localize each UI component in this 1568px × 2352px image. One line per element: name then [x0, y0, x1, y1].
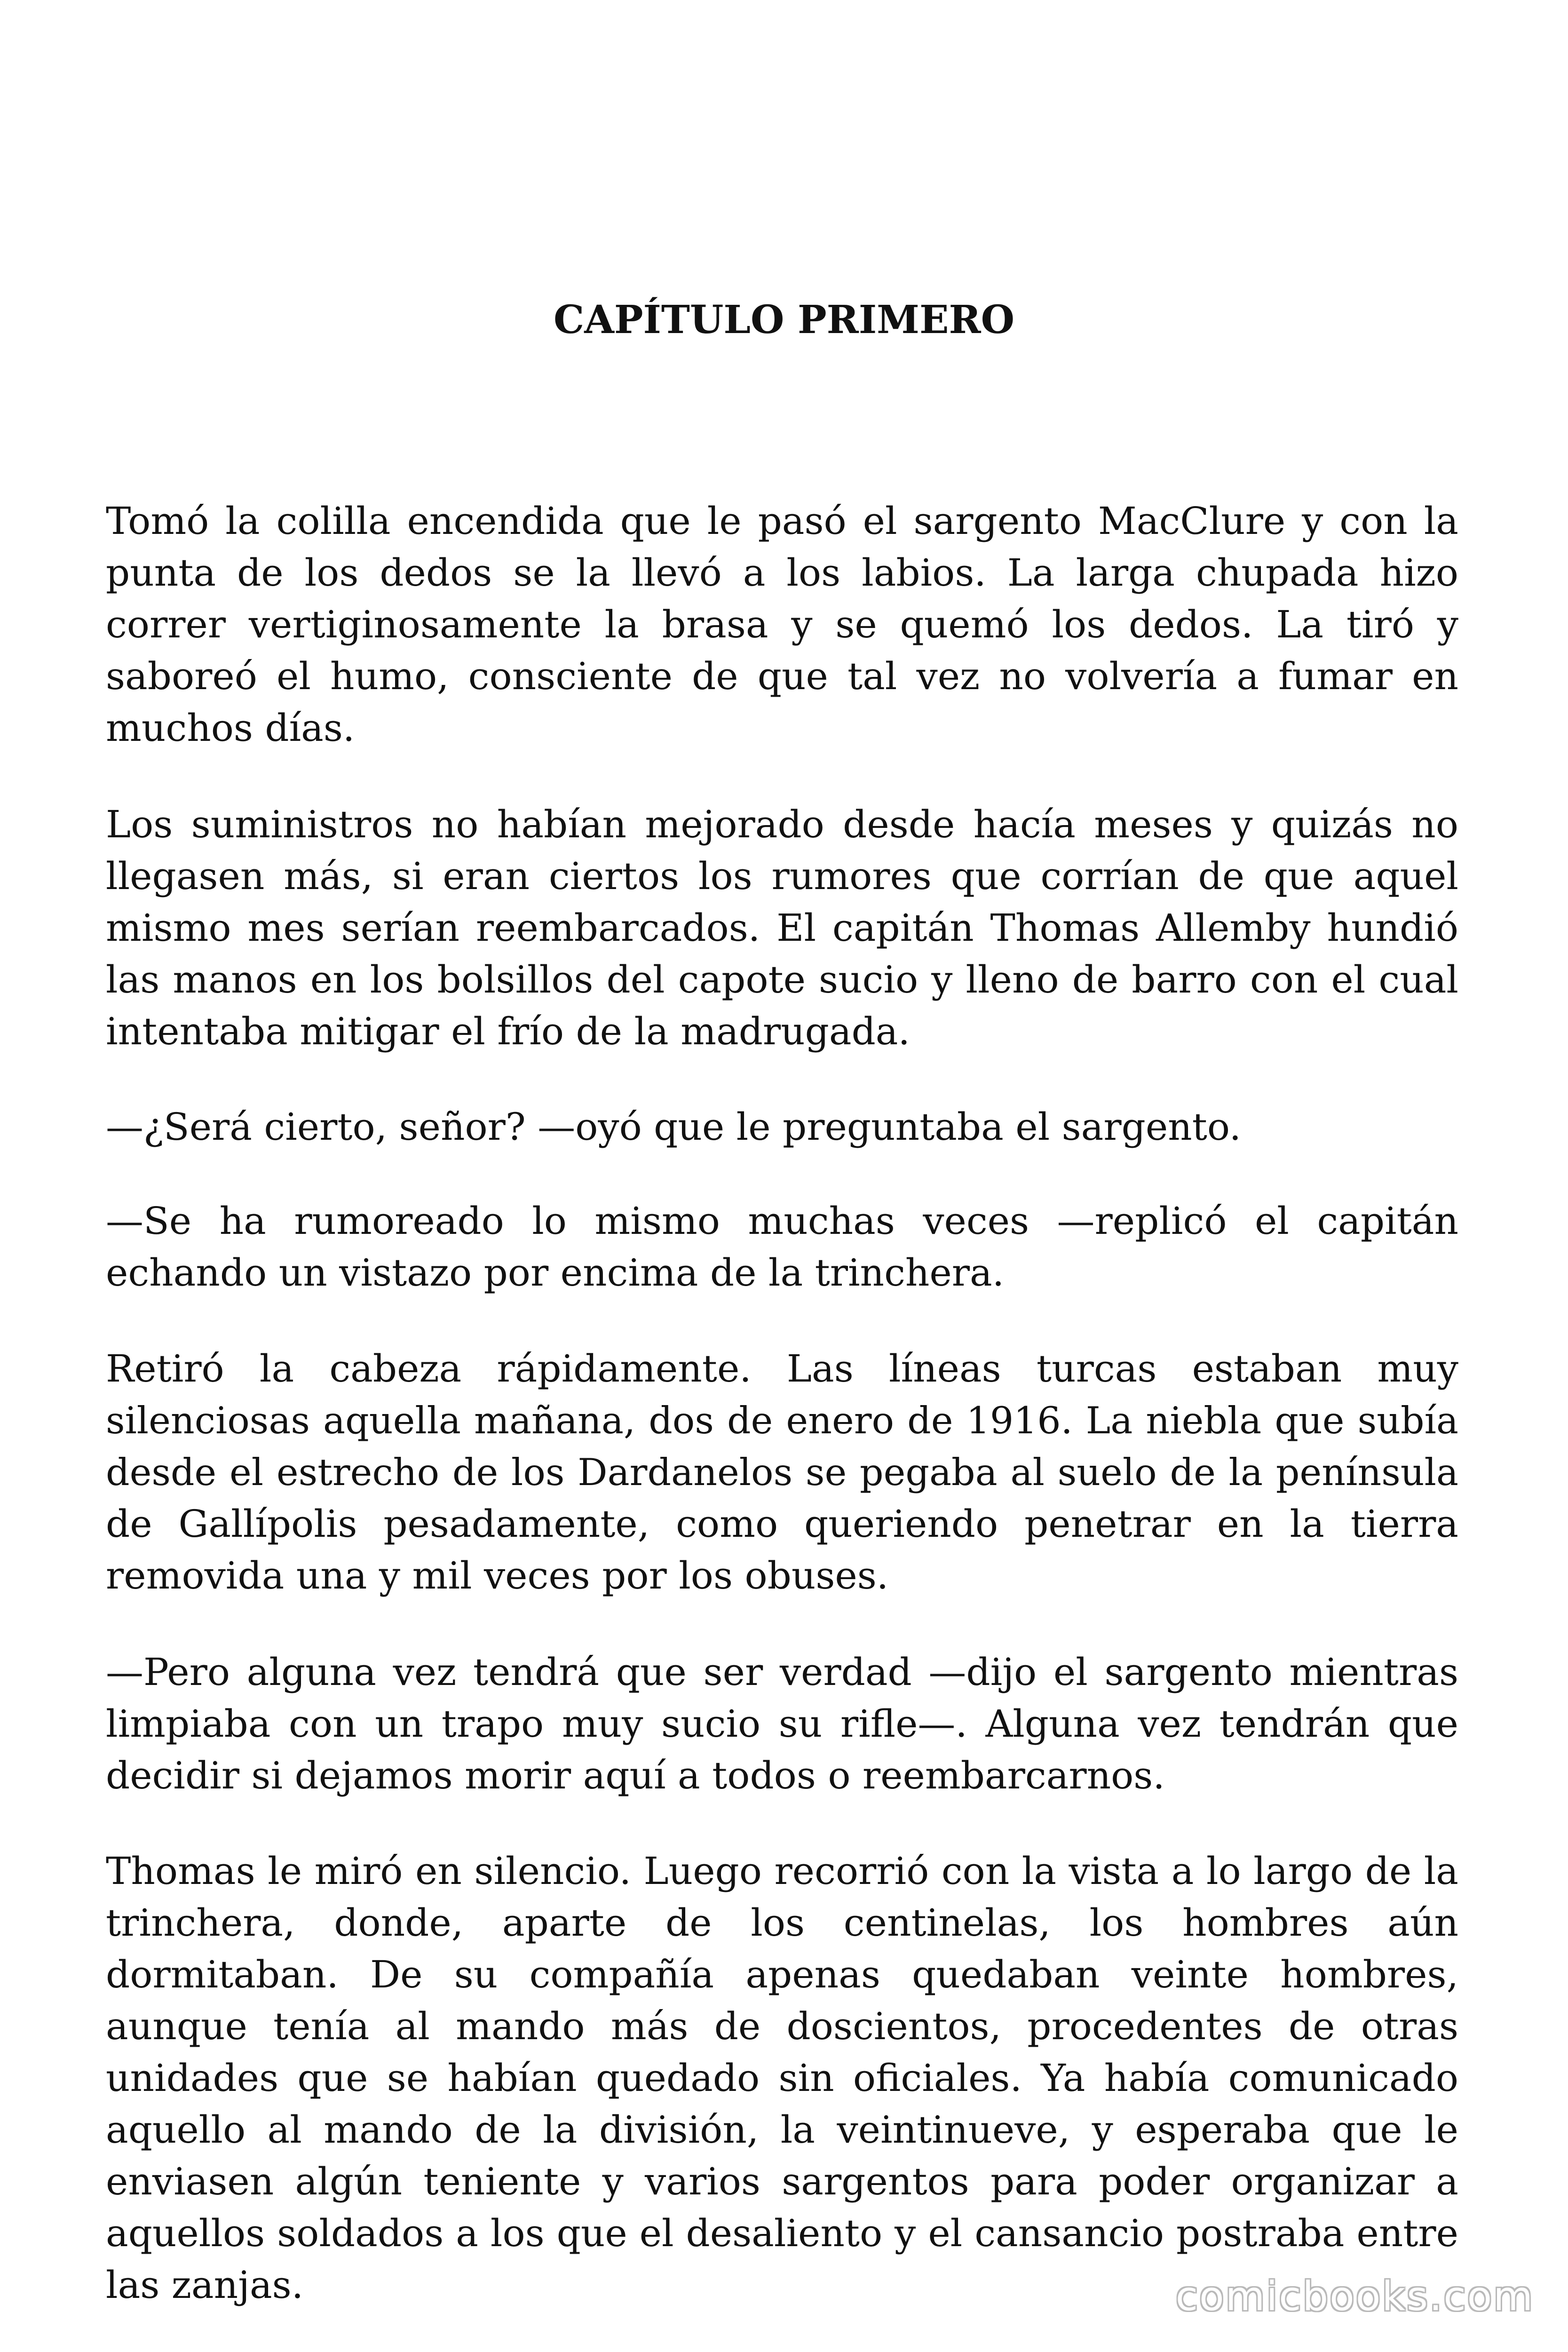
text-line: correr vertiginosamente la brasa y se quemó los dedos. La tiró y [106, 603, 1458, 646]
text-line: muchos días. [106, 706, 355, 750]
text-line: removida una y mil veces por los obuses. [106, 1554, 889, 1597]
text-line: —Se ha rumoreado lo mismo muchas veces —replicó el capitán [106, 1199, 1458, 1243]
text-line: las manos en los bolsillos del capote sucio y lleno de barro con el cual [106, 958, 1458, 1001]
watermark-text: comicbooks.com [1175, 2273, 1534, 2320]
text-line: punta de los dedos se la llevó a los labios. La larga chupada hizo [106, 551, 1458, 595]
text-line: silenciosas aquella mañana, dos de enero de 1916. La niebla que subía [106, 1399, 1458, 1442]
text-line: aquello al mando de la división, la veintinueve, y esperaba que le [106, 2108, 1458, 2152]
text-line: saboreó el humo, consciente de que tal vez no volvería a fumar en [106, 654, 1458, 698]
text-line: desde el estrecho de los Dardanelos se pegaba al suelo de la península [106, 1451, 1458, 1494]
text-line: Thomas le miró en silencio. Luego recorrió con la vista a lo largo de la [106, 1849, 1458, 1893]
text-line: de Gallípolis pesadamente, como queriendo penetrar en la tierra [106, 1502, 1458, 1546]
text-line: mismo mes serían reembarcados. El capitán Thomas Allemby hundió [106, 906, 1458, 950]
text-line: aquellos soldados a los que el desaliento y el cansancio postraba entre [106, 2211, 1458, 2255]
chapter-title: CAPÍTULO PRIMERO [553, 297, 1015, 342]
text-line: limpiaba con un trapo muy sucio su rifle—. Alguna vez tendrán que [106, 1702, 1458, 1746]
text-line: enviasen algún teniente y varios sargentos para poder organizar a [106, 2160, 1458, 2203]
text-line: Retiró la cabeza rápidamente. Las líneas turcas estaban muy [106, 1347, 1458, 1391]
text-line: aunque tenía al mando más de doscientos, procedentes de otras [106, 2004, 1458, 2048]
text-line: unidades que se habían quedado sin oficiales. Ya había comunicado [106, 2056, 1458, 2100]
text-line: las zanjas. [106, 2263, 304, 2307]
text-line: echando un vistazo por encima de la trinchera. [106, 1251, 1005, 1295]
text-line: Los suministros no habían mejorado desde hacía meses y quizás no [106, 803, 1458, 846]
text-line: intentaba mitigar el frío de la madrugada. [106, 1009, 910, 1053]
text-line: —Pero alguna vez tendrá que ser verdad —dijo el sargento mientras [106, 1650, 1458, 1694]
text-line: —¿Será cierto, señor? —oyó que le preguntaba el sargento. [106, 1105, 1242, 1149]
text-line: dormitaban. De su compañía apenas quedaban veinte hombres, [106, 1953, 1458, 1996]
text-line: llegasen más, si eran ciertos los rumores que corrían de que aquel [106, 854, 1458, 898]
text-line: trinchera, donde, aparte de los centinelas, los hombres aún [106, 1901, 1458, 1945]
text-line: decidir si dejamos morir aquí a todos o reembarcarnos. [106, 1754, 1165, 1797]
text-line: Tomó la colilla encendida que le pasó el sargento MacClure y con la [106, 499, 1458, 543]
